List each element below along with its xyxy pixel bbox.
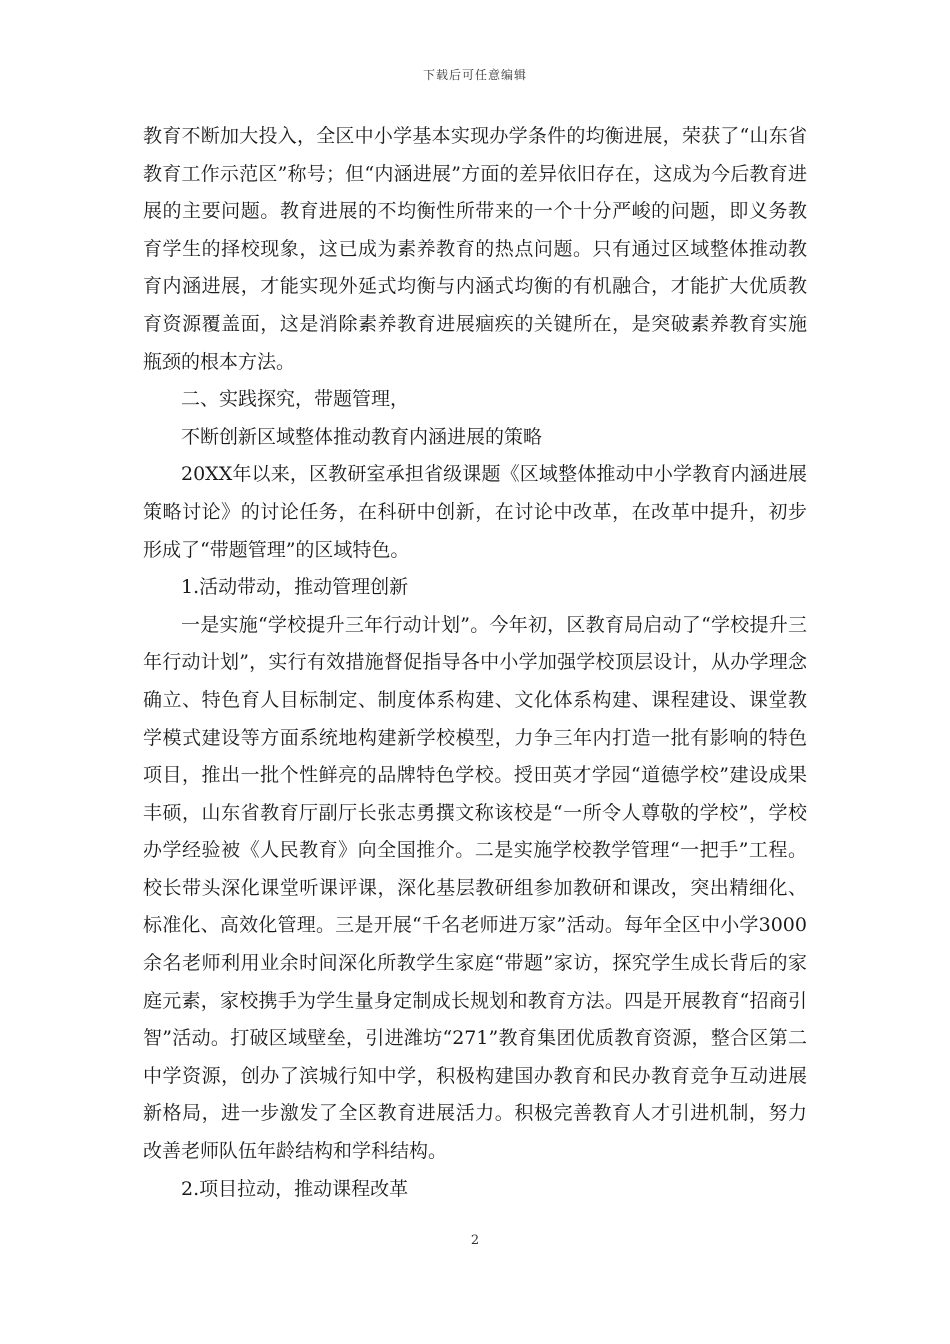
document-body <box>143 118 807 1208</box>
page-header: 下载后可任意编辑 <box>422 68 527 82</box>
subheading-2: 2.项目拉动，推动课程改革 <box>181 1177 409 1200</box>
page-number: 2 <box>470 1233 480 1248</box>
paragraph-research: 20XX年以来，区教研室承担省级课题《区域整体推动中小学教育内涵进展策略讨论》的讨论任务，在科研中创新，在讨论中改革，在改革中提升，初步形成了“带题管理”的区域特色。 <box>143 463 807 561</box>
paragraph-continuation: 教育不断加大投入，全区中小学基本实现办学条件的均衡进展，荣获了“山东省教育工作示范区”称号；但“内涵进展”方面的差异依旧存在，这成为今后教育进展的主要问题。教育进展的不均衡性所带来的一个十分严峻的问题，即义务教育学生的择校现象，这已成为素养教育的热点问题。只有通过区域整体推动教育内涵进展，才能实现外延式均衡与内涵式均衡的有机融合，才能扩大优质教育资源覆盖面，这是消除素养教育进展痼疾的关键所在，是突破素养教育实施瓶颈的根本方法。 <box>143 125 807 373</box>
section-heading-2: 二、实践探究，带题管理， <box>181 388 410 411</box>
section-subheading: 不断创新区域整体推动教育内涵进展的策略 <box>181 425 543 448</box>
paragraph-activities: 一是实施“学校提升三年行动计划”。今年初，区教育局启动了“学校提升三年行动计划”，实行有效措施督促指导各中小学加强学校顶层设计，从办学理念确立、特色育人目标制定、制度体系构建、文化体系构建、课程建设、课堂教学模式建设等方面系统地构建新学校模型，力争三年内打造一批有影响的特色项目，推出一批个性鲜亮的品牌特色学校。授田英才学园“道德学校”建设成果丰硕，山东省教育厅副厅长张志勇撰文称该校是“一所令人尊敬的学校”，学校办学经验被《人民教育》向全国推介。二是实施学校教学管理“一把手”工程。校长带头深化课堂听课评课，深化基层教研组参加教研和课改，突出精细化、标准化、高效化管理。三是开展“千名老师进万家”活动。每年全区中小学3000余名老师利用业余时间深化所教学生家庭“带题”家访，探究学生成长背后的家庭元素，家校携手为学生量身定制成长规划和教育方法。四是开展教育“招商引智”活动。打破区域壁垒，引进潍坊“271”教育集团优质教育资源，整合区第二中学资源，创办了滨城行知中学，积极构建国办教育和民办教育竞争互动进展新格局，进一步激发了全区教育进展活力。积极完善教育人才引进机制，努力改善老师队伍年龄结构和学科结构。 <box>143 613 807 1163</box>
subheading-1: 1.活动带动，推动管理创新 <box>181 576 409 599</box>
